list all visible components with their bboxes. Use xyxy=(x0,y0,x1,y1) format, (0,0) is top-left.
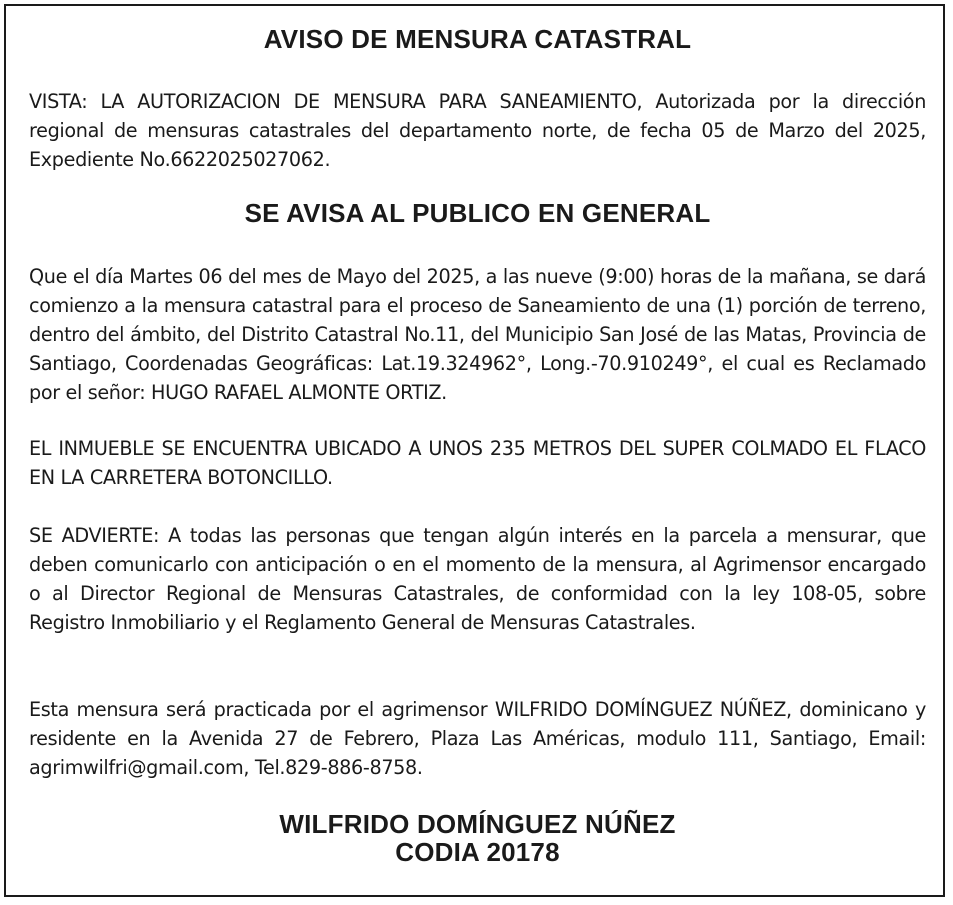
notice-subtitle: SE AVISA AL PUBLICO EN GENERAL xyxy=(244,198,711,228)
warning-paragraph: SE ADVIERTE: A todas las personas que tengan algún interés en la parcela a mensurar, que deben comunicarlo con anticipación o en el momento de la mensura, al Agrimensor encargado o al Director Regional de Mensuras Catastrales, de conformidad con la ley 108-05, sobre Registro Inmobiliario y el Reglamento General de Mensuras Catastrales. xyxy=(29,524,926,634)
notice-title: AVISO DE MENSURA CATASTRAL xyxy=(263,24,692,54)
property-location-paragraph: EL INMUEBLE SE ENCUENTRA UBICADO A UNOS 235 METROS DEL SUPER COLMADO EL FLACO EN LA CARRETERA BOTONCILLO. xyxy=(29,437,926,489)
signature-name: WILFRIDO DOMÍNGUEZ NÚÑEZ xyxy=(279,809,676,839)
notice-border xyxy=(4,4,945,897)
survey-date-paragraph: Que el día Martes 06 del mes de Mayo del 2025, a las nueve (9:00) horas de la mañana, se dará comienzo a la mensura catastral para el proceso de Saneamiento de una (1) porción de terreno, dentro del ámbito, del Distrito Catastral No.11, del Municipio San José de las Matas, Provincia de Santiago, Coordenadas Geográficas: Lat.19.324962°, Long.-70.910249°, el cual es Reclamado por el señor: HUGO RAFAEL ALMONTE ORTIZ. xyxy=(29,265,926,404)
surveyor-info-paragraph: Esta mensura será practicada por el agrimensor WILFRIDO DOMÍNGUEZ NÚÑEZ, dominicano y residente en la Avenida 27 de Febrero, Plaza Las Américas, modulo 111, Santiago, Email: agrimwilfri@gmail.com, Tel.829-886-8758. xyxy=(29,698,926,779)
vista-paragraph: VISTA: LA AUTORIZACION DE MENSURA PARA SANEAMIENTO, Autorizada por la dirección regional de mensuras catastrales del departamento norte, de fecha 05 de Marzo del 2025, Expediente No.6622025027062. xyxy=(29,90,926,171)
signature-block xyxy=(29,810,926,866)
signature-codia: CODIA 20178 xyxy=(395,837,560,867)
